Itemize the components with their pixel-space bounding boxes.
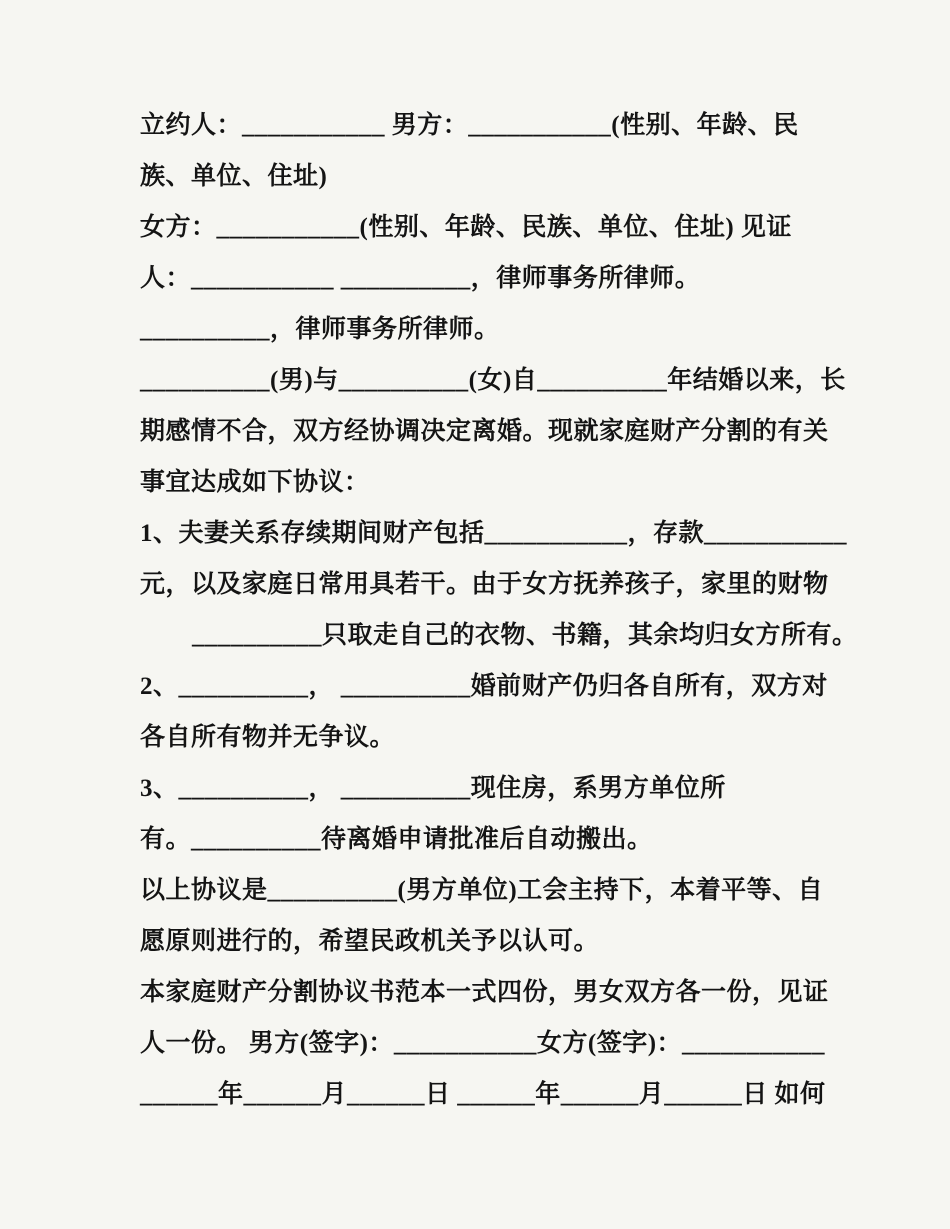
document-line: 3、__________， __________现住房，系男方单位所 (140, 775, 726, 802)
document-line: 以上协议是__________(男方单位)工会主持下，本着平等、自 (140, 877, 824, 904)
document-line: 女方：___________(性别、年龄、民族、单位、住址) 见证 (140, 214, 792, 241)
document-line: 元，以及家庭日常用具若干。由于女方抚养孩子，家里的财物 (140, 571, 829, 598)
document-line: __________只取走自己的衣物、书籍，其余均归女方所有。 (192, 622, 858, 649)
document-line: 人：___________ __________，律师事务所律师。 (140, 265, 701, 292)
document-line: ______年______月______日 ______年______月______日 如何 (140, 1081, 826, 1108)
document-line: 族、单位、住址) (140, 163, 328, 190)
document-line: __________(男)与__________(女)自__________年结婚以来，长 (140, 367, 846, 394)
document-line: 本家庭财产分割协议书范本一式四份，男女双方各一份，见证 (140, 979, 829, 1006)
document-line: __________，律师事务所律师。 (140, 316, 500, 343)
document-line: 愿原则进行的，希望民政机关予以认可。 (140, 928, 600, 955)
document-lines (140, 100, 858, 1120)
document-line: 立约人：___________ 男方：___________(性别、年龄、民 (140, 112, 799, 139)
document-line: 人一份。 男方(签字)：___________女方(签字)：___________ (140, 1030, 826, 1057)
document-line: 事宜达成如下协议： (140, 469, 370, 496)
document-line: 2、__________， __________婚前财产仍归各自所有，双方对 (140, 673, 828, 700)
document-line: 1、夫妻关系存续期间财产包括___________，存款___________ (140, 520, 848, 547)
document-line: 有。__________待离婚申请批准后自动搬出。 (140, 826, 653, 853)
document-line: 期感情不合，双方经协调决定离婚。现就家庭财产分割的有关 (140, 418, 829, 445)
document-line: 各自所有物并无争议。 (140, 724, 396, 751)
